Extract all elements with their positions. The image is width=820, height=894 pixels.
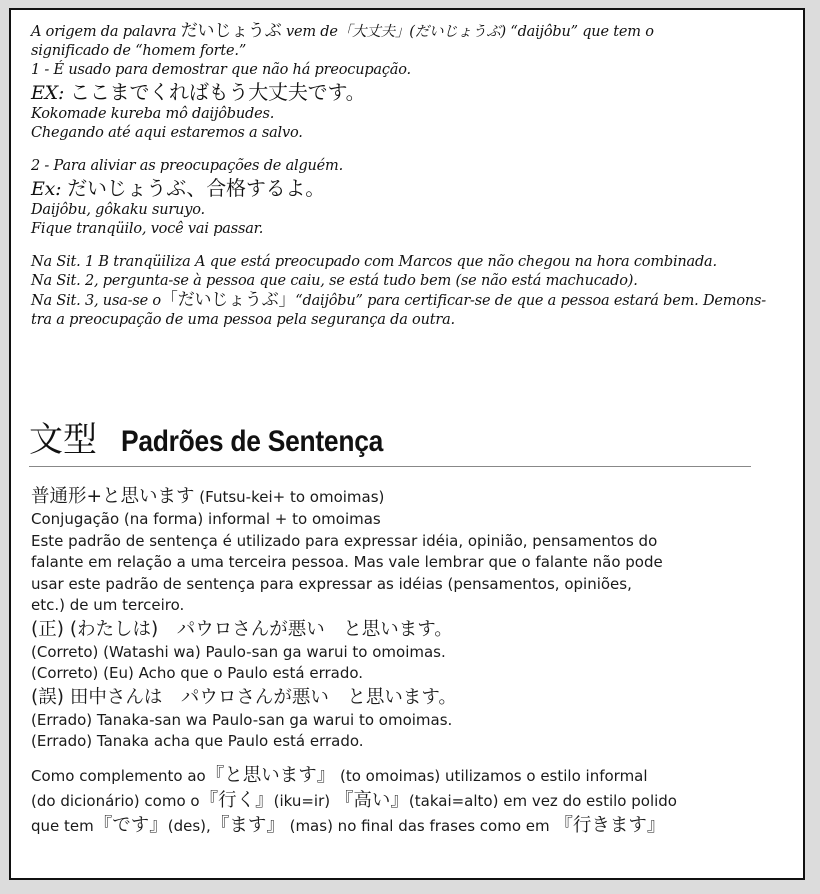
explanation-line-3: usar este padrão de sentença para expressar as idéias (pensamentos, opiniões, — [31, 574, 632, 593]
japanese-text: 『ます』 — [210, 814, 285, 836]
text: A origem da palavra — [31, 24, 181, 40]
origin-line — [31, 22, 793, 42]
japanese-text: 『高い』 — [334, 789, 409, 811]
meaning-line: significado de “homem forte.” — [31, 43, 247, 59]
example-label: Ex: — [31, 178, 68, 200]
japanese-text: だいじょうぶ — [180, 21, 282, 41]
text: Como complemento ao — [31, 766, 206, 785]
situation-3-note-continued: tra a preocupação de uma pessoa pela segurança da outra. — [31, 312, 455, 328]
text: (Futsu-kei+ to omoimas) — [194, 488, 385, 506]
text: Na Sit. 3, usa-se o — [31, 293, 161, 309]
usage-2-title: 2 - Para aliviar as preocupações de alguém. — [31, 158, 344, 174]
example-label: EX: — [31, 82, 71, 104]
example-1-romaji: Kokomade kureba mô daijôbudes. — [31, 106, 275, 122]
example-1-japanese — [31, 80, 793, 105]
japanese-text: ここまでくればもう大丈夫です。 — [70, 80, 366, 104]
sentence-pattern-section — [31, 484, 791, 838]
document-page — [9, 8, 805, 880]
text: que tem — [31, 816, 94, 835]
correct-example-romaji: (Correto) (Watashi wa) Paulo-san ga warui to omoimas. — [31, 642, 446, 661]
section-heading — [29, 418, 751, 467]
pattern-description: Conjugação (na forma) informal + to omoimas — [31, 510, 381, 528]
pattern-formula — [31, 484, 791, 509]
situation-3-note — [31, 291, 793, 311]
text: (des), — [167, 816, 211, 835]
text: (do dicionário) como o — [31, 791, 200, 810]
heading-kanji: 文型 — [29, 420, 97, 460]
example-1-translation: Chegando até aqui estaremos a salvo. — [31, 125, 303, 141]
correct-example-japanese: (正) (わたしは) パウロさんが悪い と思います。 — [31, 618, 453, 640]
complement-line-3 — [31, 813, 791, 838]
situation-2-note: Na Sit. 2, pergunta-se à pessoa que caiu, se está tudo bem (se não está machucado). — [31, 273, 638, 289]
japanese-text: 普通形+と思います — [31, 486, 195, 507]
wrong-example-romaji: (Errado) Tanaka-san wa Paulo-san ga warui to omoimas. — [31, 710, 453, 729]
wrong-example-translation: (Errado) Tanaka acha que Paulo está errado. — [31, 732, 364, 750]
explanation-line-1: Este padrão de sentença é utilizado para expressar idéia, opinião, pensamentos do — [31, 531, 658, 550]
japanese-text: 『行きます』 — [554, 814, 666, 836]
wrong-example-japanese: (誤) 田中さんは パウロさんが悪い と思います。 — [31, 686, 457, 708]
heading-title: Padrões de Sentença — [121, 425, 384, 458]
text: (iku=ir) — [273, 791, 335, 810]
text: (to omoimas) utilizamos o estilo informal — [335, 766, 648, 785]
text: “daijôbu” para certificar-se de que a pessoa estará bem. Demons- — [295, 293, 766, 309]
japanese-text: 『行く』 — [199, 789, 274, 811]
text: (takai=alto) em vez do estilo polido — [408, 791, 677, 810]
situation-1-note: Na Sit. 1 B tranqüiliza A que está preocupado com Marcos que não chegou na hora combinada. — [31, 254, 717, 270]
usage-notes-section — [31, 22, 793, 330]
complement-line-2 — [31, 788, 791, 813]
usage-1-title: 1 - É usado para demostrar que não há preocupação. — [31, 62, 411, 78]
complement-line-1 — [31, 763, 791, 788]
japanese-text: 「だいじょうぶ」 — [160, 290, 296, 310]
explanation-line-4: etc.) de um terceiro. — [31, 596, 185, 614]
explanation-line-2: falante em relação a uma terceira pessoa. Mas vale lembrar que o falante não pode — [31, 553, 663, 571]
example-2-translation: Fique tranqüilo, você vai passar. — [31, 221, 264, 237]
text: (mas) no final das frases como em — [284, 816, 555, 835]
example-2-romaji: Daijôbu, gôkaku suruyo. — [31, 202, 205, 218]
japanese-text: 『と思います』 — [205, 764, 336, 786]
text: vem de「大丈夫」(だいじょうぶ) “daijôbu” que tem o — [281, 24, 654, 40]
correct-example-translation: (Correto) (Eu) Acho que o Paulo está errado. — [31, 664, 364, 682]
japanese-text: だいじょうぶ、合格するよ。 — [67, 176, 326, 200]
japanese-text: 『です』 — [93, 814, 168, 836]
example-2-japanese — [31, 176, 793, 201]
